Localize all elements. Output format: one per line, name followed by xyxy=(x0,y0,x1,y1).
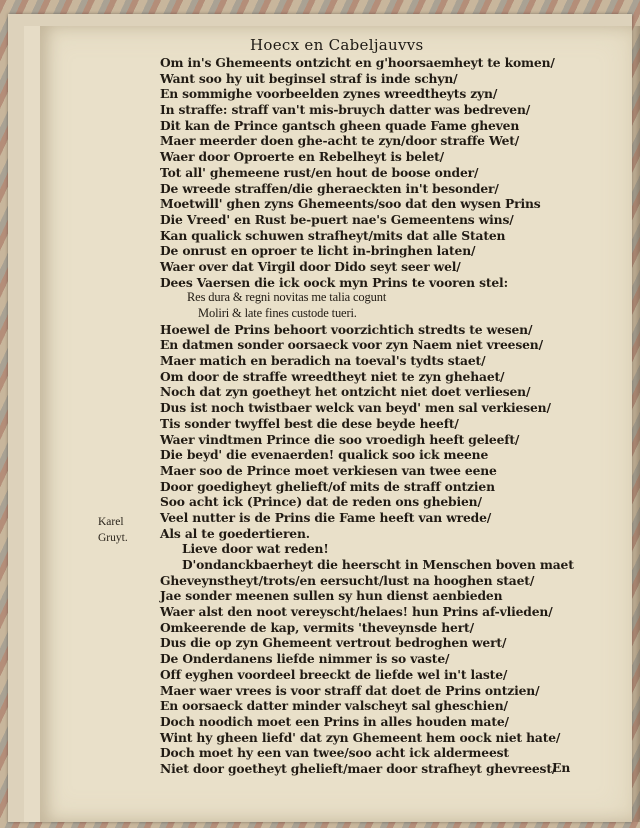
margin-note-line: Gruyt. xyxy=(98,532,128,544)
text-line: Waer door Oproerte en Rebelheyt is belet/ xyxy=(160,149,444,165)
text-line: Om in's Ghemeents ontzicht en g'hoorsaemheyt te komen/ xyxy=(160,55,555,70)
text-line: De Onderdanens liefde nimmer is so vaste/ xyxy=(160,651,450,667)
text-line: Jae sonder meenen sullen sy hun dienst aenbieden xyxy=(160,588,503,604)
text-line: Dit kan de Prince gantsch gheen quade Fame gheven xyxy=(160,117,520,133)
text-line: Waer vindtmen Prince die soo vroedigh heeft geleeft/ xyxy=(160,431,520,447)
text-line: Die Vreed' en Rust be-puert nae's Gemeentens wins/ xyxy=(160,211,514,227)
text-line: Kan qualick schuwen strafheyt/mits dat alle Staten xyxy=(160,227,506,243)
text-line: Maer matich en beradich na toeval's tydts staet/ xyxy=(160,353,486,369)
text-line: Tot all' ghemeene rust/en hout de boose onder/ xyxy=(160,164,479,180)
text-line: Off eyghen voordeel breeckt de liefde wel in't laste/ xyxy=(160,666,508,682)
text-line: De onrust en oproer te licht in-bringhen laten/ xyxy=(160,243,476,259)
text-line: Omkeerende de kap, vermits 'theveynsde hert/ xyxy=(160,619,474,635)
text-line: Om door de straffe wreedtheyt niet te zyn ghehaet/ xyxy=(160,368,505,384)
text-line: Door goedigheyt ghelieft/of mits de straff ontzien xyxy=(160,478,495,494)
text-line: Want soo hy uit beginsel straf is inde schyn/ xyxy=(160,70,458,86)
text-line: Dus ist noch twistbaer welck van beyd' men sal verkiesen/ xyxy=(160,400,551,416)
gutter xyxy=(24,26,41,822)
text-line: Als al te goedertieren. xyxy=(160,525,310,541)
text-line: Moetwill' ghen zyns Ghemeents/soo dat den wysen Prins xyxy=(160,196,541,212)
running-head: Hoecx en Cabeljauvvs xyxy=(250,36,424,54)
text-line: D'ondanckbaerheyt die heerscht in Menschen boven maet xyxy=(182,557,574,572)
speaker-line: Lieve door wat reden! xyxy=(182,541,329,557)
text-line: Veel nutter is de Prins die Fame heeft van wrede/ xyxy=(160,509,492,525)
text-line: Maer waer vrees is voor straff dat doet de Prins ontzien/ xyxy=(160,682,540,698)
text-line: Die beyd' die evenaerden! qualick soo ick meene xyxy=(160,447,489,463)
text-line: Dees Vaersen die ick oock myn Prins te vooren stel: xyxy=(160,274,508,290)
margin-note-line: Karel xyxy=(98,516,124,528)
text-line: Dus die op zyn Ghemeent vertrout bedroghen wert/ xyxy=(160,635,507,651)
text-line: Waer over dat Virgil door Dido seyt seer wel/ xyxy=(160,258,461,274)
text-line: De wreede straffen/die gheraeckten in't besonder/ xyxy=(160,180,499,196)
text-line: Maer meerder doen ghe-acht te zyn/door straffe Wet/ xyxy=(160,133,520,149)
text-line: Wint hy gheen liefd' dat zyn Ghemeent hem oock niet hate/ xyxy=(160,729,561,745)
text-line: Waer alst den noot vereyscht/helaes! hun Prins af-vlieden/ xyxy=(160,604,553,620)
margin-note-speaker xyxy=(98,514,158,546)
text-line: Gheveynstheyt/trots/en eersucht/lust na hooghen staet/ xyxy=(160,572,535,588)
text-line: Niet door goetheyt ghelieft/maer door strafheyt ghevreest/ xyxy=(160,760,557,776)
text-line: Soo acht ick (Prince) dat de reden ons ghebien/ xyxy=(160,494,482,510)
text-line: Doch moet hy een van twee/soo acht ick aldermeest xyxy=(160,745,509,761)
poem-text xyxy=(160,55,580,777)
text-line: En sommighe voorbeelden zynes wreedtheyts zyn/ xyxy=(160,86,498,102)
text-line: En datmen sonder oorsaeck voor zyn Naem niet vreesen/ xyxy=(160,337,543,353)
text-line: Hoewel de Prins behoort voorzichtich stredts te wesen/ xyxy=(160,321,533,337)
latin-quote-line: Moliri & late fines custode tueri. xyxy=(198,306,357,320)
catchword: En xyxy=(552,760,571,775)
latin-quote-line: Res dura & regni novitas me talia cogunt xyxy=(187,290,387,305)
page-edge xyxy=(632,26,640,822)
text-line: Doch noodich moet een Prins in alles houden mate/ xyxy=(160,713,509,729)
text-line: Noch dat zyn goetheyt het ontzicht niet doet verliesen/ xyxy=(160,384,531,400)
text-line: En oorsaeck datter minder valscheyt sal gheschien/ xyxy=(160,698,508,714)
text-line: Tis sonder twyffel best die dese beyde heeft/ xyxy=(160,415,459,431)
text-line: Maer soo de Prince moet verkiesen van twee eene xyxy=(160,462,497,478)
text-line: In straffe: straff van't mis-bruych datter was bedreven/ xyxy=(160,102,531,118)
